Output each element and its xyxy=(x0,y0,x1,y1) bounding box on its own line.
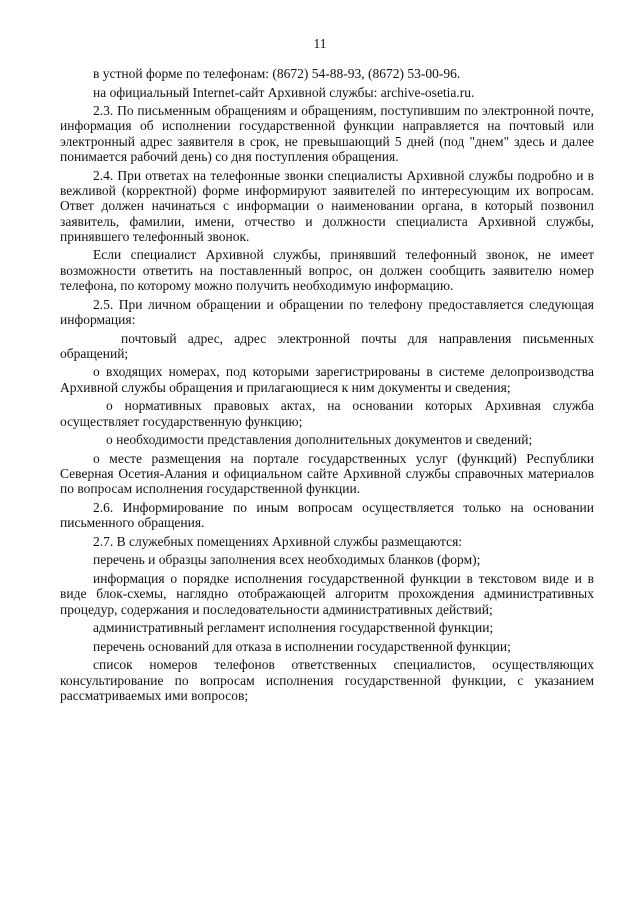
list-item-incoming-numbers: о входящих номерах, под которыми зарегистрированы в системе делопроизводства Архивной службы обращения и прилагающиеся к ним документы и сведения; xyxy=(60,364,594,395)
list-item-portal-placement: о месте размещения на портале государственных услуг (функций) Республики Северная Осетия-Алания и официальном сайте Архивной службы справочных материалов по вопросам исполнения государственной функции. xyxy=(60,450,594,497)
list-item-regulation: административный регламент исполнения государственной функции; xyxy=(93,620,494,636)
paragraph-website: на официальный Internet-сайт Архивной службы: archive-osetia.ru. xyxy=(93,84,475,100)
list-item-postal-address: почтовый адрес, адрес электронной почты для направления письменных обращений; xyxy=(60,330,594,361)
page-number: 11 xyxy=(313,36,327,51)
paragraph-2-5: 2.5. При личном обращении и обращении по телефону предоставляется следующая информация: xyxy=(60,296,594,327)
list-item-legal-acts: о нормативных правовых актах, на основании которых Архивная служба осуществляет государственную функцию; xyxy=(60,398,594,429)
list-item-forms: перечень и образцы заполнения всех необходимых бланков (форм); xyxy=(93,552,481,568)
paragraph-2-3: 2.3. По письменным обращениям и обращениям, поступившим по электронной почте, информация об исполнении государственной функции направляется на почтовый или электронный адрес заявителя в срок, не превышающий 5 дней (под "днем" здесь и далее понимается рабочий день) со дня поступления обращения. xyxy=(60,103,594,165)
list-item-additional-documents: о необходимости представления дополнительных документов и сведений; xyxy=(106,432,533,448)
paragraph-2-6: 2.6. Информирование по иным вопросам осуществляется только на основании письменного обращения. xyxy=(60,499,594,531)
paragraph-2-7: 2.7. В служебных помещениях Архивной службы размещаются: xyxy=(93,533,463,549)
paragraph-unable-to-answer: Если специалист Архивной службы, принявший телефонный звонок, не имеет возможности ответить на поставленный вопрос, он должен сообщить заявителю номер телефона, по которому можно получить необходимую информацию. xyxy=(60,247,594,294)
list-item-procedure-info: информация о порядке исполнения государственной функции в текстовом виде и в виде блок-схемы, наглядно отображающей алгоритм прохождения административных процедур, содержания и последовательности административных действий; xyxy=(60,571,594,617)
list-item-phone-numbers: список номеров телефонов ответственных специалистов, осуществляющих консультирование по вопросам исполнения государственной функции, с указанием рассматриваемых ими вопросов; xyxy=(60,657,594,704)
paragraph-phone-contacts: в устной форме по телефонам: (8672) 54-88-93, (8672) 53-00-96. xyxy=(93,66,461,81)
body-text xyxy=(60,66,594,703)
paragraph-2-4: 2.4. При ответах на телефонные звонки специалисты Архивной службы подробно и в вежливой (корректной) форме информируют заявителей по интересующим их вопросам. Ответ должен начинаться с информации о наименовании органа, в который позвонил заявитель, фамилии, имени, отчество и должности специалиста Архивной службы, принявшего телефонный звонок. xyxy=(60,167,594,244)
list-item-refusal-grounds: перечень оснований для отказа в исполнении государственной функции; xyxy=(93,638,511,654)
